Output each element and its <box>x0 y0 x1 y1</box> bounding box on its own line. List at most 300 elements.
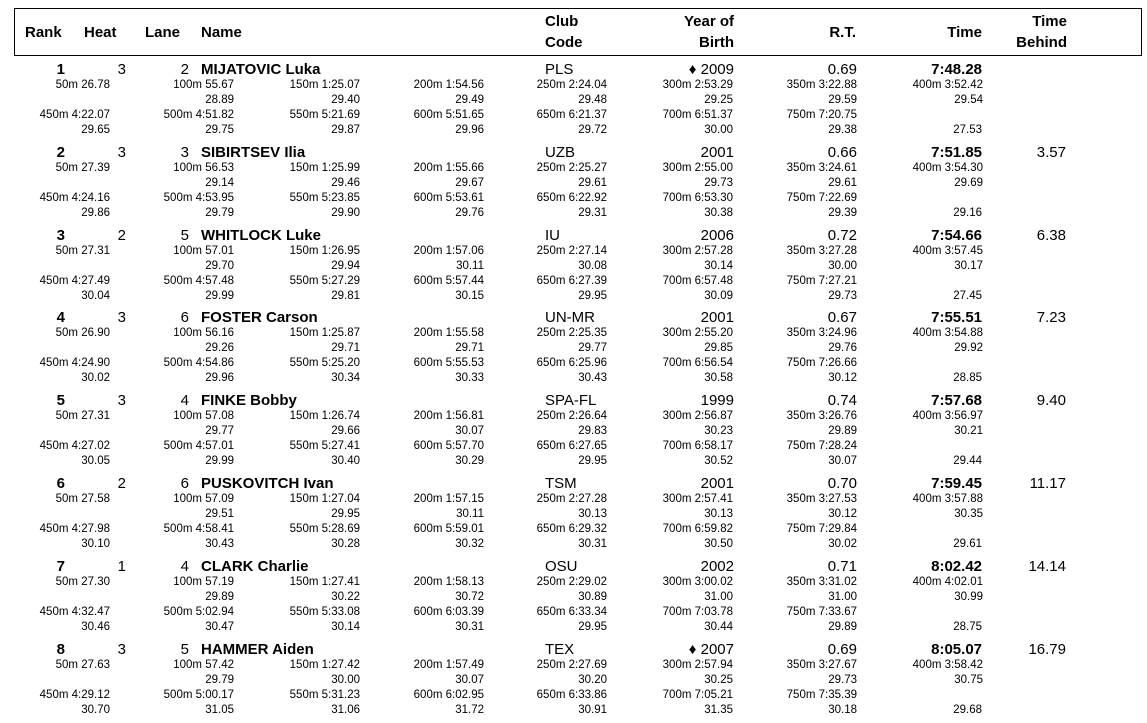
split-cumulative: 250m 2:26.64 <box>536 410 607 423</box>
split-lap: 30.13 <box>578 507 607 520</box>
split-lap: 27.45 <box>953 289 982 302</box>
split-cumulative: 750m 7:33.67 <box>786 605 857 618</box>
split-cumulative: 600m 5:57.44 <box>413 274 484 287</box>
split-lap: 31.72 <box>455 703 484 716</box>
split-lap: 30.13 <box>704 507 733 520</box>
split-lap: 30.50 <box>704 537 733 550</box>
final-time: 7:55.51 <box>931 309 982 327</box>
split-cumulative: 600m 5:51.65 <box>413 109 484 121</box>
split-cumulative: 650m 6:27.65 <box>536 440 607 453</box>
split-cumulative: 700m 7:03.78 <box>662 605 733 618</box>
split-lap: 29.67 <box>455 176 484 189</box>
reaction-time: 0.69 <box>827 61 857 78</box>
split-lap: 29.89 <box>205 590 234 603</box>
split-lap: 28.75 <box>953 620 982 633</box>
split-cumulative: 200m 1:56.81 <box>413 410 484 423</box>
split-lap: 30.21 <box>954 425 983 438</box>
split-lap: 29.76 <box>828 342 857 355</box>
heat-cell: 3 <box>117 640 126 658</box>
club-code: TEX <box>545 640 575 658</box>
swimmer-name: FINKE Bobby <box>201 392 297 410</box>
split-lap: 29.65 <box>81 124 110 136</box>
time-behind: 7.23 <box>1036 309 1066 327</box>
split-lap: 30.22 <box>331 590 360 603</box>
split-lap: 31.35 <box>704 703 733 716</box>
split-cumulative: 700m 6:53.30 <box>662 191 733 204</box>
split-lap: 29.61 <box>953 537 982 550</box>
split-cumulative: 200m 1:55.58 <box>413 327 484 340</box>
rank-cell: 2 <box>56 143 65 161</box>
split-lap: 30.00 <box>704 124 733 136</box>
rank-cell: 7 <box>56 557 65 575</box>
split-cumulative: 250m 2:24.04 <box>536 79 607 91</box>
split-cumulative: 100m 56.53 <box>173 161 234 174</box>
rank-cell: 6 <box>56 474 65 492</box>
split-lap: 29.31 <box>578 206 607 219</box>
split-cumulative: 300m 3:00.02 <box>662 575 733 588</box>
reaction-time: 0.74 <box>827 392 857 410</box>
split-lap: 29.73 <box>704 176 733 189</box>
split-lap: 29.61 <box>578 176 607 189</box>
split-cumulative: 500m 4:53.95 <box>163 191 234 204</box>
final-time: 7:48.28 <box>931 61 982 78</box>
split-lap: 30.34 <box>331 372 360 385</box>
split-cumulative: 150m 1:27.41 <box>289 575 360 588</box>
split-lap: 29.83 <box>578 425 607 438</box>
split-cumulative: 150m 1:27.04 <box>289 492 360 505</box>
split-lap: 30.11 <box>456 259 484 272</box>
club-code: OSU <box>545 557 578 575</box>
split-cumulative: 200m 1:54.56 <box>413 79 484 91</box>
split-lap: 30.75 <box>954 673 983 686</box>
header-name: Name <box>201 24 242 41</box>
split-cumulative: 600m 5:59.01 <box>413 522 484 535</box>
year-of-birth: 2001 <box>700 474 734 492</box>
year-of-birth: 2006 <box>700 226 734 244</box>
split-lap: 31.05 <box>205 703 234 716</box>
result-entry <box>0 144 1147 227</box>
split-cumulative: 600m 6:03.39 <box>413 605 484 618</box>
split-cumulative: 550m 5:31.23 <box>289 688 360 701</box>
swimmer-name: FOSTER Carson <box>201 309 318 327</box>
split-cumulative: 700m 6:56.54 <box>662 357 733 370</box>
split-lap: 29.75 <box>205 124 234 136</box>
year-of-birth: ♦ 2009 <box>688 61 734 78</box>
split-cumulative: 400m 3:57.45 <box>912 244 983 257</box>
split-cumulative: 450m 4:29.12 <box>39 688 110 701</box>
split-lap: 30.31 <box>578 537 607 550</box>
header-behind-line1: Time <box>1032 13 1067 30</box>
split-cumulative: 50m 26.78 <box>55 79 110 91</box>
split-lap: 29.71 <box>331 342 360 355</box>
split-cumulative: 650m 6:22.92 <box>536 191 607 204</box>
split-cumulative: 150m 1:26.74 <box>289 410 360 423</box>
split-cumulative: 450m 4:32.47 <box>39 605 110 618</box>
split-lap: 29.39 <box>828 206 857 219</box>
split-lap: 29.61 <box>828 176 857 189</box>
split-cumulative: 650m 6:29.32 <box>536 522 607 535</box>
split-cumulative: 400m 3:58.42 <box>912 658 983 671</box>
heat-cell: 1 <box>117 557 126 575</box>
split-lap: 30.35 <box>954 507 983 520</box>
club-code: UZB <box>545 143 575 161</box>
split-cumulative: 350m 3:31.02 <box>786 575 857 588</box>
split-lap: 29.66 <box>331 425 360 438</box>
result-entry <box>0 641 1147 723</box>
split-lap: 29.44 <box>953 455 982 468</box>
reaction-time: 0.72 <box>827 226 857 244</box>
header-yob-line2: Birth <box>699 34 734 51</box>
split-cumulative: 250m 2:27.14 <box>536 244 607 257</box>
split-lap: 29.89 <box>828 620 857 633</box>
split-lap: 29.38 <box>828 124 857 136</box>
swimmer-name: SIBIRTSEV Ilia <box>201 143 306 161</box>
split-cumulative: 300m 2:57.28 <box>662 244 733 257</box>
split-cumulative: 350m 3:27.53 <box>786 492 857 505</box>
split-cumulative: 350m 3:26.76 <box>786 410 857 423</box>
result-entry <box>0 227 1147 310</box>
club-code: PLS <box>545 61 574 78</box>
year-of-birth: 2001 <box>700 143 734 161</box>
split-lap: 29.95 <box>331 507 360 520</box>
heat-cell: 3 <box>117 143 126 161</box>
split-lap: 30.17 <box>954 259 983 272</box>
swimmer-name: WHITLOCK Luke <box>201 226 321 244</box>
split-cumulative: 200m 1:55.66 <box>413 161 484 174</box>
split-lap: 30.28 <box>331 537 360 550</box>
split-lap: 30.05 <box>81 455 110 468</box>
split-lap: 30.07 <box>455 425 484 438</box>
split-cumulative: 450m 4:27.49 <box>39 274 110 287</box>
split-lap: 30.18 <box>828 703 857 716</box>
split-lap: 30.02 <box>81 372 110 385</box>
split-cumulative: 550m 5:21.69 <box>289 109 360 121</box>
header-rank: Rank <box>25 24 62 41</box>
split-cumulative: 400m 3:57.88 <box>912 492 983 505</box>
split-lap: 29.95 <box>578 289 607 302</box>
split-lap: 30.09 <box>704 289 733 302</box>
result-entry <box>0 392 1147 475</box>
split-cumulative: 500m 4:54.86 <box>163 357 234 370</box>
split-cumulative: 300m 2:57.94 <box>662 658 733 671</box>
final-time: 8:05.07 <box>931 640 982 658</box>
split-lap: 29.48 <box>578 94 607 106</box>
split-lap: 29.81 <box>331 289 360 302</box>
split-lap: 29.51 <box>205 507 234 520</box>
lane-cell: 3 <box>180 143 189 161</box>
split-lap: 30.70 <box>81 703 110 716</box>
split-lap: 30.38 <box>704 206 733 219</box>
split-lap: 30.25 <box>704 673 733 686</box>
split-cumulative: 400m 3:54.88 <box>912 327 983 340</box>
split-lap: 28.85 <box>953 372 982 385</box>
split-cumulative: 350m 3:27.67 <box>786 658 857 671</box>
split-cumulative: 100m 57.01 <box>173 244 234 257</box>
time-behind: 9.40 <box>1036 392 1066 410</box>
split-lap: 30.20 <box>578 673 607 686</box>
split-cumulative: 300m 2:56.87 <box>662 410 733 423</box>
split-cumulative: 100m 55.67 <box>173 79 234 91</box>
split-cumulative: 450m 4:24.16 <box>39 191 110 204</box>
split-cumulative: 400m 3:54.30 <box>912 161 983 174</box>
split-cumulative: 150m 1:26.95 <box>289 244 360 257</box>
split-lap: 31.00 <box>828 590 857 603</box>
split-lap: 29.40 <box>331 94 360 106</box>
split-lap: 29.99 <box>205 455 234 468</box>
split-cumulative: 50m 27.30 <box>55 575 110 588</box>
split-cumulative: 250m 2:27.28 <box>536 492 607 505</box>
split-cumulative: 600m 5:57.70 <box>413 440 484 453</box>
split-cumulative: 400m 4:02.01 <box>912 575 983 588</box>
results-header <box>14 8 1142 56</box>
split-cumulative: 650m 6:27.39 <box>536 274 607 287</box>
split-cumulative: 500m 4:58.41 <box>163 522 234 535</box>
split-cumulative: 250m 2:25.27 <box>536 161 607 174</box>
split-lap: 30.40 <box>331 455 360 468</box>
split-lap: 29.99 <box>205 289 234 302</box>
split-lap: 30.72 <box>455 590 484 603</box>
split-cumulative: 550m 5:23.85 <box>289 191 360 204</box>
split-cumulative: 700m 6:51.37 <box>662 109 733 121</box>
split-cumulative: 550m 5:28.69 <box>289 522 360 535</box>
split-cumulative: 700m 6:59.82 <box>662 522 733 535</box>
split-cumulative: 350m 3:27.28 <box>786 244 857 257</box>
split-lap: 29.49 <box>455 94 484 106</box>
reaction-time: 0.71 <box>827 557 857 575</box>
lane-cell: 6 <box>180 309 189 327</box>
split-cumulative: 350m 3:24.61 <box>786 161 857 174</box>
time-behind: 11.17 <box>1029 474 1066 492</box>
split-lap: 29.87 <box>331 124 360 136</box>
header-yob-line1: Year of <box>683 13 734 30</box>
split-lap: 30.99 <box>954 590 983 603</box>
split-cumulative: 750m 7:28.24 <box>786 440 857 453</box>
final-time: 7:57.68 <box>931 392 982 410</box>
final-time: 7:54.66 <box>931 226 982 244</box>
split-cumulative: 600m 6:02.95 <box>413 688 484 701</box>
heat-cell: 2 <box>117 474 126 492</box>
split-cumulative: 200m 1:57.06 <box>413 244 484 257</box>
split-lap: 29.71 <box>455 342 484 355</box>
split-lap: 29.86 <box>81 206 110 219</box>
split-lap: 29.96 <box>455 124 484 136</box>
split-cumulative: 300m 2:57.41 <box>662 492 733 505</box>
split-lap: 29.89 <box>828 425 857 438</box>
split-cumulative: 500m 5:00.17 <box>163 688 234 701</box>
split-cumulative: 100m 57.42 <box>173 658 234 671</box>
split-cumulative: 750m 7:27.21 <box>786 274 857 287</box>
split-lap: 30.23 <box>704 425 733 438</box>
split-lap: 30.08 <box>578 259 607 272</box>
split-cumulative: 500m 5:02.94 <box>163 605 234 618</box>
year-of-birth: 2002 <box>700 557 734 575</box>
split-lap: 29.85 <box>704 342 733 355</box>
club-code: TSM <box>545 474 577 492</box>
split-lap: 29.79 <box>205 206 234 219</box>
split-lap: 29.25 <box>704 94 733 106</box>
time-behind: 14.14 <box>1028 557 1066 575</box>
reaction-time: 0.70 <box>827 474 857 492</box>
split-lap: 29.14 <box>205 176 234 189</box>
split-cumulative: 150m 1:27.42 <box>289 658 360 671</box>
split-lap: 29.59 <box>828 94 857 106</box>
split-cumulative: 650m 6:25.96 <box>536 357 607 370</box>
header-club-line1: Club <box>545 13 579 30</box>
split-lap: 29.94 <box>331 259 360 272</box>
split-cumulative: 200m 1:58.13 <box>413 575 484 588</box>
heat-cell: 3 <box>117 392 126 410</box>
split-lap: 29.68 <box>953 703 982 716</box>
split-cumulative: 750m 7:22.69 <box>786 191 857 204</box>
split-cumulative: 600m 5:53.61 <box>413 191 484 204</box>
split-lap: 30.33 <box>455 372 484 385</box>
final-time: 7:59.45 <box>931 474 982 492</box>
heat-cell: 3 <box>117 61 126 78</box>
split-cumulative: 50m 27.58 <box>55 492 110 505</box>
split-cumulative: 750m 7:29.84 <box>786 522 857 535</box>
time-behind: 6.38 <box>1036 226 1066 244</box>
split-cumulative: 50m 27.63 <box>55 658 110 671</box>
split-cumulative: 650m 6:33.86 <box>536 688 607 701</box>
time-behind: 16.79 <box>1028 640 1066 658</box>
split-cumulative: 50m 27.31 <box>55 410 110 423</box>
heat-cell: 3 <box>117 309 126 327</box>
split-lap: 30.43 <box>205 537 234 550</box>
split-lap: 29.73 <box>828 673 857 686</box>
split-lap: 30.07 <box>828 455 857 468</box>
split-cumulative: 700m 7:05.21 <box>662 688 733 701</box>
split-cumulative: 150m 1:25.99 <box>289 161 360 174</box>
split-lap: 29.92 <box>954 342 983 355</box>
result-entry <box>0 475 1147 558</box>
reaction-time: 0.69 <box>827 640 857 658</box>
final-time: 7:51.85 <box>931 143 982 161</box>
split-cumulative: 300m 2:53.29 <box>662 79 733 91</box>
split-lap: 29.77 <box>205 425 234 438</box>
split-cumulative: 650m 6:33.34 <box>536 605 607 618</box>
club-code: SPA-FL <box>545 392 597 410</box>
club-code: UN-MR <box>545 309 595 327</box>
split-cumulative: 500m 4:57.48 <box>163 274 234 287</box>
split-cumulative: 150m 1:25.87 <box>289 327 360 340</box>
split-cumulative: 100m 57.09 <box>173 492 234 505</box>
reaction-time: 0.67 <box>827 309 857 327</box>
split-lap: 30.15 <box>455 289 484 302</box>
split-lap: 29.77 <box>578 342 607 355</box>
split-cumulative: 300m 2:55.00 <box>662 161 733 174</box>
split-lap: 30.32 <box>455 537 484 550</box>
lane-cell: 6 <box>180 474 189 492</box>
header-rt: R.T. <box>829 24 856 41</box>
split-lap: 30.07 <box>455 673 484 686</box>
split-lap: 30.00 <box>331 673 360 686</box>
split-lap: 29.70 <box>205 259 234 272</box>
result-entry <box>0 309 1147 392</box>
year-of-birth: 2001 <box>700 309 734 327</box>
header-club-line2: Code <box>545 34 583 51</box>
rank-cell: 1 <box>56 61 65 78</box>
lane-cell: 4 <box>180 392 189 410</box>
split-cumulative: 50m 27.31 <box>55 244 110 257</box>
time-behind: 3.57 <box>1036 143 1066 161</box>
header-behind-line2: Behind <box>1016 34 1067 51</box>
split-lap: 30.91 <box>578 703 607 716</box>
rank-cell: 5 <box>56 392 65 410</box>
results-list <box>0 61 1147 723</box>
club-code: IU <box>545 226 560 244</box>
split-cumulative: 300m 2:55.20 <box>662 327 733 340</box>
lane-cell: 5 <box>180 226 189 244</box>
split-cumulative: 750m 7:26.66 <box>786 357 857 370</box>
split-cumulative: 200m 1:57.15 <box>413 492 484 505</box>
split-lap: 29.26 <box>205 342 234 355</box>
split-lap: 29.72 <box>578 124 607 136</box>
split-cumulative: 400m 3:56.97 <box>912 410 983 423</box>
split-cumulative: 700m 6:57.48 <box>662 274 733 287</box>
split-cumulative: 550m 5:27.29 <box>289 274 360 287</box>
year-of-birth: ♦ 2007 <box>688 640 734 658</box>
split-cumulative: 450m 4:24.90 <box>39 357 110 370</box>
split-lap: 30.52 <box>704 455 733 468</box>
split-cumulative: 650m 6:21.37 <box>536 109 607 121</box>
header-time: Time <box>947 24 982 41</box>
split-cumulative: 50m 27.39 <box>55 161 110 174</box>
split-cumulative: 450m 4:27.98 <box>39 522 110 535</box>
result-entry <box>0 61 1147 144</box>
split-cumulative: 750m 7:35.39 <box>786 688 857 701</box>
split-lap: 30.58 <box>704 372 733 385</box>
split-cumulative: 600m 5:55.53 <box>413 357 484 370</box>
split-lap: 29.46 <box>331 176 360 189</box>
split-lap: 30.04 <box>81 289 110 302</box>
rank-cell: 4 <box>56 309 65 327</box>
split-cumulative: 550m 5:27.41 <box>289 440 360 453</box>
split-lap: 29.95 <box>578 620 607 633</box>
split-lap: 30.44 <box>704 620 733 633</box>
split-lap: 29.69 <box>954 176 983 189</box>
split-cumulative: 250m 2:25.35 <box>536 327 607 340</box>
split-lap: 28.89 <box>205 94 234 106</box>
split-lap: 29.95 <box>578 455 607 468</box>
split-lap: 30.12 <box>828 372 857 385</box>
split-lap: 29.73 <box>828 289 857 302</box>
split-lap: 30.11 <box>456 507 484 520</box>
split-lap: 31.06 <box>331 703 360 716</box>
header-lane: Lane <box>145 24 181 41</box>
split-lap: 30.14 <box>704 259 733 272</box>
split-cumulative: 700m 6:58.17 <box>662 440 733 453</box>
rank-cell: 3 <box>56 226 65 244</box>
split-lap: 29.76 <box>455 206 484 219</box>
split-lap: 30.00 <box>828 259 857 272</box>
split-lap: 30.12 <box>828 507 857 520</box>
split-cumulative: 250m 2:27.69 <box>536 658 607 671</box>
final-time: 8:02.42 <box>931 557 982 575</box>
result-entry <box>0 558 1147 641</box>
swimmer-name: MIJATOVIC Luka <box>201 61 321 78</box>
split-lap: 30.14 <box>331 620 360 633</box>
split-lap: 29.90 <box>331 206 360 219</box>
split-lap: 27.53 <box>953 124 982 136</box>
split-cumulative: 350m 3:24.96 <box>786 327 857 340</box>
swimmer-name: HAMMER Aiden <box>201 640 314 658</box>
split-lap: 30.10 <box>81 537 110 550</box>
split-cumulative: 100m 57.08 <box>173 410 234 423</box>
split-lap: 30.89 <box>578 590 607 603</box>
split-lap: 31.00 <box>704 590 733 603</box>
split-cumulative: 50m 26.90 <box>55 327 110 340</box>
split-cumulative: 500m 4:57.01 <box>163 440 234 453</box>
